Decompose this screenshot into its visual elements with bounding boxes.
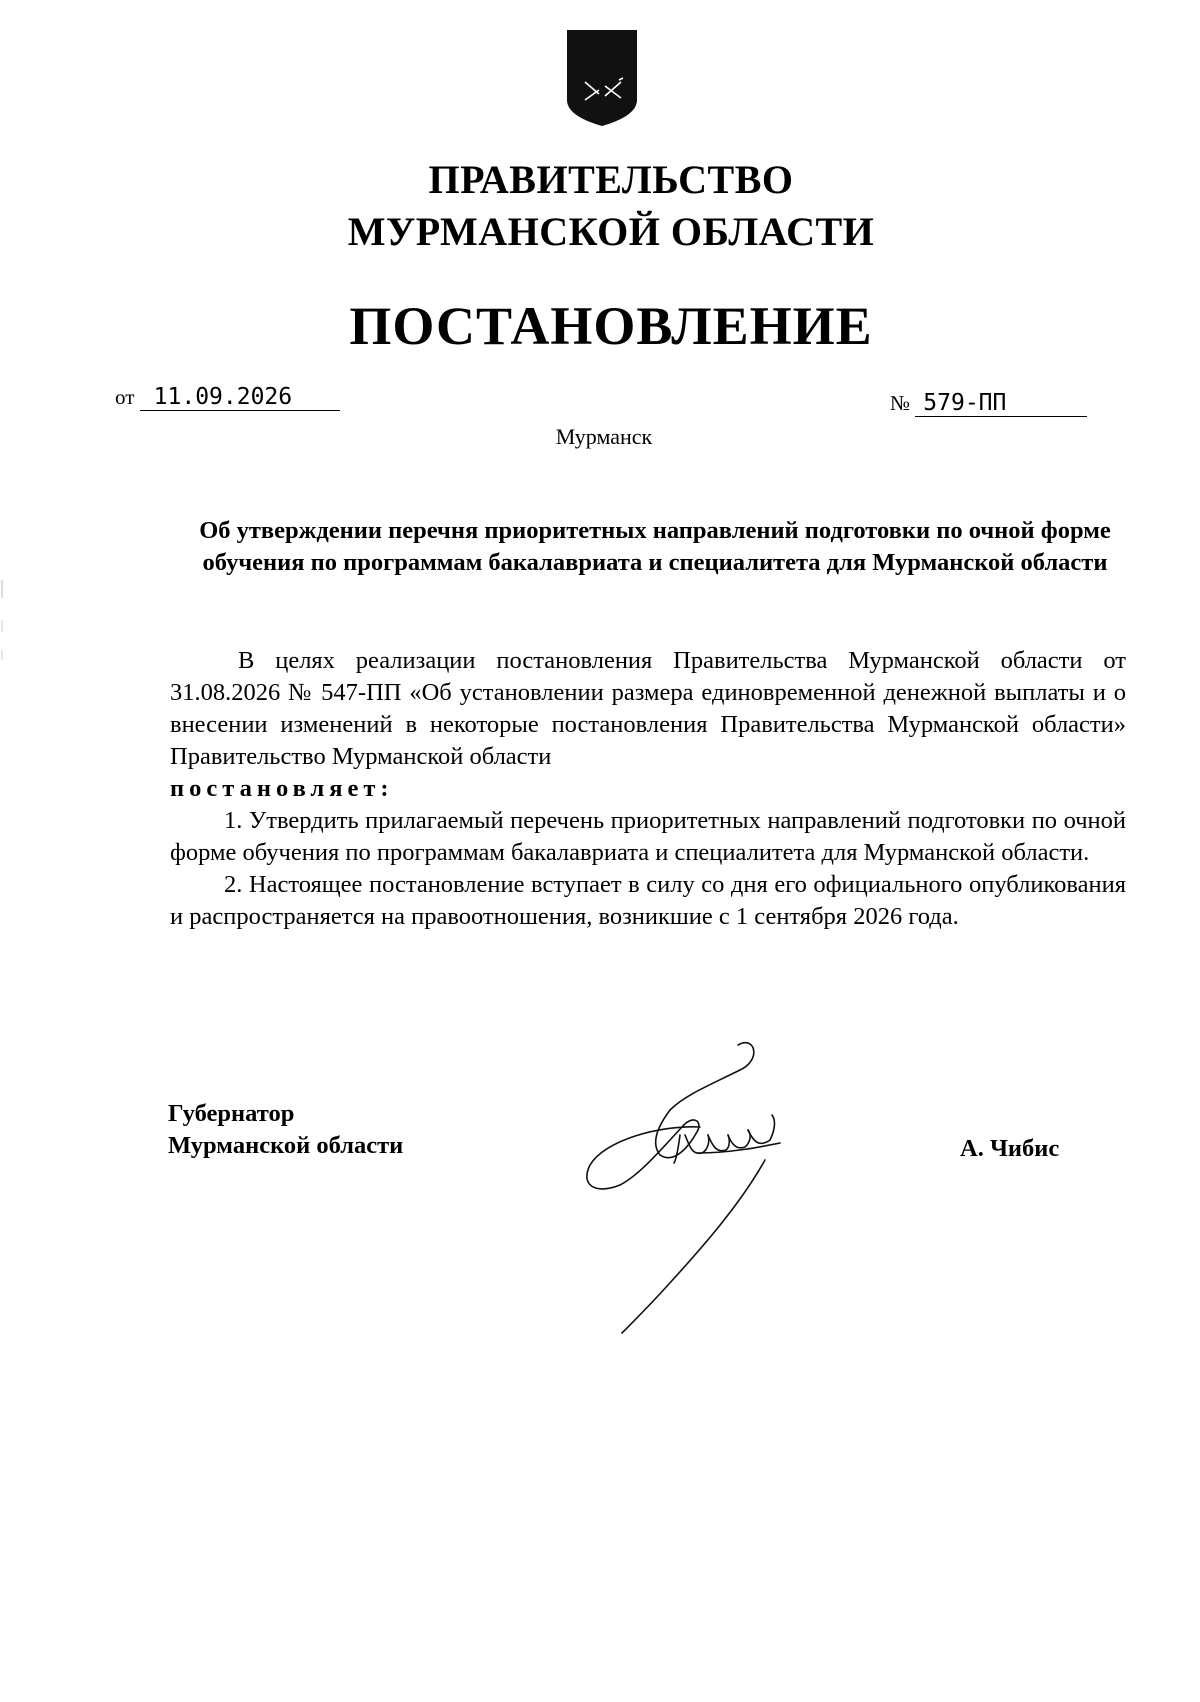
signatory-name: А. Чибис	[960, 1135, 1060, 1162]
handwritten-signature-icon	[580, 1035, 840, 1345]
signatory-position	[168, 1098, 403, 1162]
city: Мурманск	[555, 424, 653, 449]
number-prefix: №	[890, 391, 911, 415]
document-number: 579-ПП	[915, 390, 1087, 417]
number-row	[890, 390, 1087, 417]
preamble: В целях реализации постановления Правительства Мурманской области от 31.08.2026 № 547-ПП «Об установлении размера единовременной денежной выплаты и о внесении изменений в некоторые постановления Правительства Мурманской области» Правительство Мурманской области	[170, 647, 1126, 770]
resolves-keyword: постановляет:	[170, 775, 394, 802]
government-title-line1: ПРАВИТЕЛЬСТВО	[428, 157, 794, 202]
document-date: 11.09.2026	[140, 384, 340, 411]
clause-1: 1. Утвердить прилагаемый перечень приоритетных направлений подготовки по очной форме обучения по программам бакалавриата и специалитета для Мурманской области.	[170, 807, 1126, 866]
date-row	[115, 384, 340, 411]
clause-2: 2. Настоящее постановление вступает в силу со дня его официального опубликования и распространяется на правоотношения, возникшие с 1 сентября 2026 года.	[170, 871, 1126, 930]
coat-of-arms-icon	[563, 28, 641, 128]
government-title-line2: МУРМАНСКОЙ ОБЛАСТИ	[347, 209, 875, 254]
government-title	[22, 154, 1200, 258]
document-subject: Об утверждении перечня приоритетных направлений подготовки по очной форме обучения по программам бакалавриата и специалитета для Мурманской области	[199, 517, 1111, 576]
document-body	[170, 645, 1126, 933]
date-prefix: от	[115, 385, 135, 409]
signatory-position-line2: Мурманской области	[168, 1132, 404, 1159]
scan-edge-marks	[0, 580, 6, 670]
signatory-position-line1: Губернатор	[168, 1100, 295, 1127]
document-type: ПОСТАНОВЛЕНИЕ	[349, 296, 873, 356]
